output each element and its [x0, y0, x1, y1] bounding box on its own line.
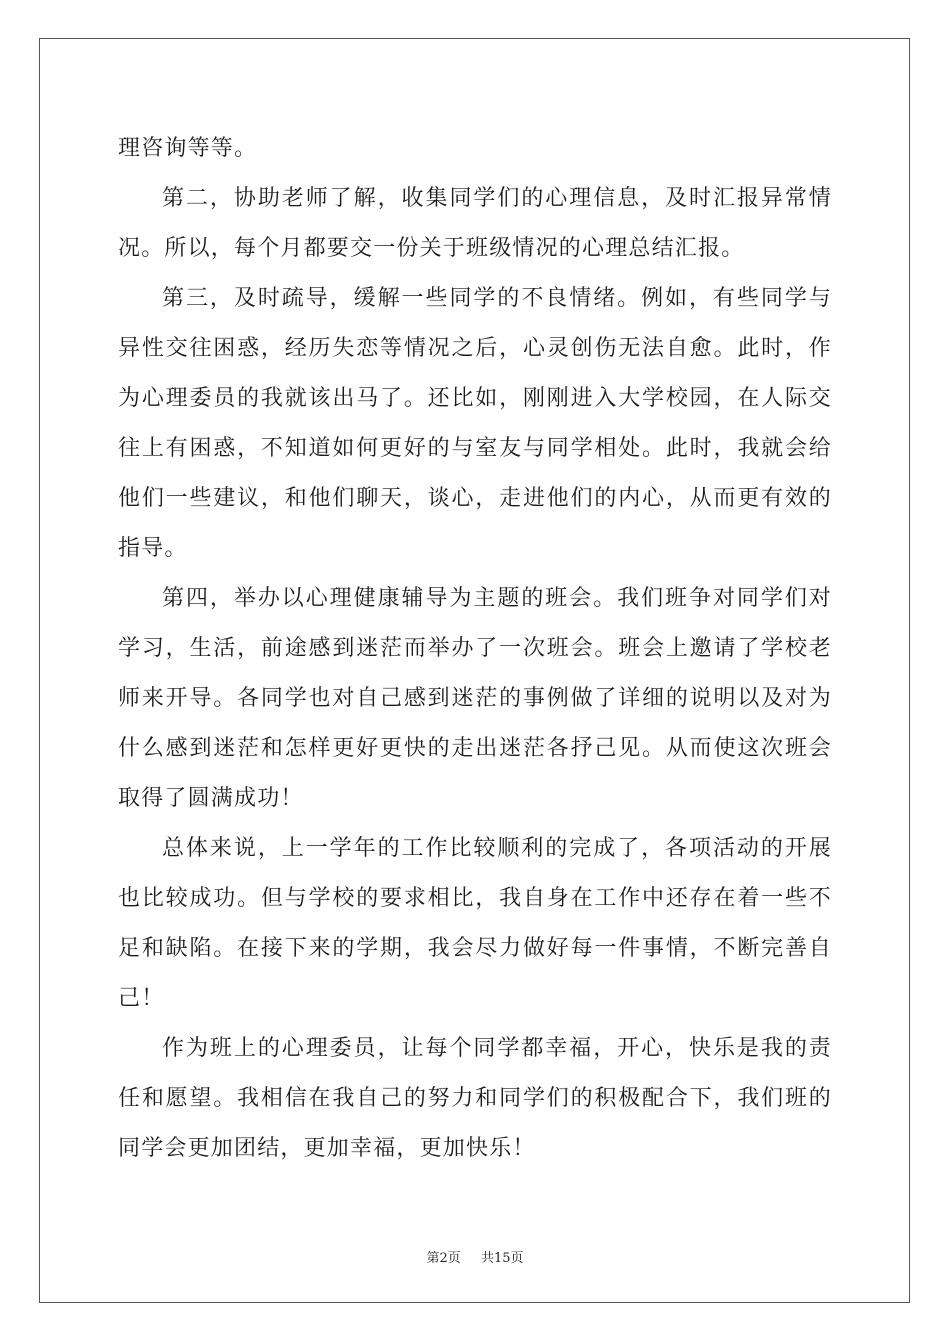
paragraph: 第四，举办以心理健康辅导为主题的班会。我们班争对同学们对学习，生活，前途感到迷茫而举办了一次班会。班会上邀请了学校老师来开导。各同学也对自己感到迷茫的事例做了详细的说明以及对为什么感到迷茫和怎样更好更快的走出迷茫各抒己见。从而使这次班会取得了圆满成功！: [118, 586, 832, 811]
page-total: 共15页: [480, 1251, 524, 1266]
document-body: [118, 124, 832, 1174]
paragraph: 第二，协助老师了解，收集同学们的心理信息，及时汇报异常情况。所以，每个月都要交一份关于班级情况的心理总结汇报。: [118, 186, 832, 261]
page-footer: [0, 1247, 950, 1266]
paragraph: 理咨询等等。: [118, 136, 258, 161]
paragraph: 作为班上的心理委员，让每个同学都幸福，开心，快乐是我的责任和愿望。我相信在我自己的努力和同学们的积极配合下，我们班的同学会更加团结，更加幸福，更加快乐！: [118, 1036, 832, 1161]
paragraph: 第三，及时疏导，缓解一些同学的不良情绪。例如，有些同学与异性交往困惑，经历失恋等情况之后，心灵创伤无法自愈。此时，作为心理委员的我就该出马了。还比如，刚刚进入大学校园，在人际交往上有困惑，不知道如何更好的与室友与同学相处。此时，我就会给他们一些建议，和他们聊天，谈心，走进他们的内心，从而更有效的指导。: [118, 286, 832, 561]
paragraph: 总体来说，上一学年的工作比较顺利的完成了，各项活动的开展也比较成功。但与学校的要求相比，我自身在工作中还存在着一些不足和缺陷。在接下来的学期，我会尽力做好每一件事情，不断完善自己！: [118, 836, 832, 1011]
page-number: 第2页: [426, 1251, 461, 1266]
